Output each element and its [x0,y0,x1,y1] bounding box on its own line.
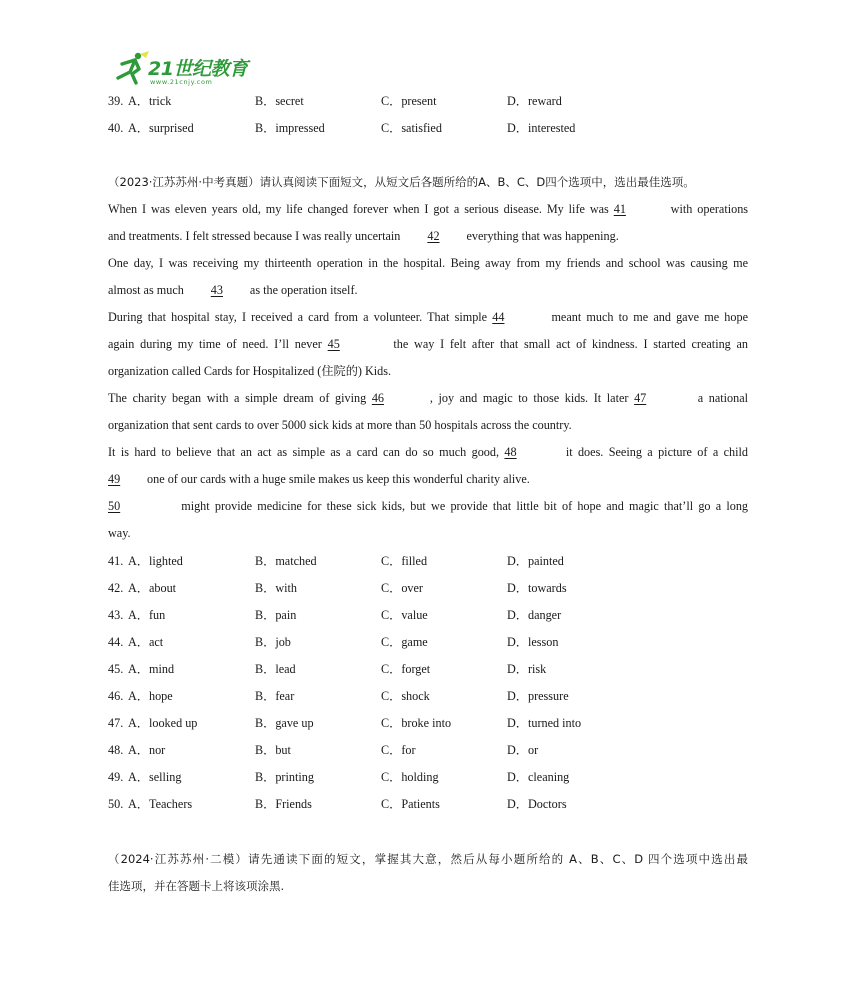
question-number: 43. [108,608,124,622]
option-d: D．pressure [507,689,569,703]
option-a: A．Teachers [128,797,193,811]
passage-line [108,304,748,331]
question-number: 39. [108,94,124,108]
passage-line: way. [108,526,131,540]
logo-text: 21世纪教育 [148,58,248,80]
blank-43: 43 [210,283,223,297]
passage-line [108,223,748,250]
option-a: A．surprised [128,121,194,135]
question-number: 41. [108,554,124,568]
option-b: B．gave up [255,716,314,730]
site-logo [108,50,248,90]
option-a: A．hope [128,689,173,703]
option-d: D．or [507,743,539,757]
option-c: C．Patients [381,797,440,811]
passage-line [108,196,748,223]
option-b: B．secret [255,94,304,108]
option-a: A．about [128,581,177,595]
option-d: D．Doctors [507,797,567,811]
passage-text: meant much to me and gave me hope [551,310,749,324]
option-b: B．impressed [255,121,325,135]
blank-49: 49 [108,472,121,486]
passage-line [108,385,748,412]
passage-text: one of our cards with a huge smile makes us keep this wonderful charity alive. [147,472,530,486]
passage-text: the way I felt after that small act of kindness. I started creating an [393,337,749,351]
question-number: 42. [108,581,124,595]
option-b: B．matched [255,554,317,568]
passage-text: When I was eleven years old, my life changed forever when I got a serious disease. My life was [108,202,609,216]
blank-47: 47 [634,391,647,405]
question-number: 50. [108,797,124,811]
option-b: B．printing [255,770,314,784]
question-number: 46. [108,689,124,703]
option-c: C．value [381,608,428,622]
blank-42: 42 [427,229,440,243]
question-number: 40. [108,121,124,135]
option-d: D．risk [507,662,547,676]
question-number: 44. [108,635,124,649]
passage-intro: （2023·江苏苏州·中考真题）请认真阅读下面短文，从短文后各题所给的A、B、C、D四个选项中，选出最佳选项。 [108,175,695,189]
option-b: B．lead [255,662,296,676]
passage2-intro: （2024·江苏苏州·二模）请先通读下面的短文，掌握其大意，然后从每小题所给的 A、B、C、D 四个选项中选出最 [108,852,748,866]
passage-line [108,439,748,466]
option-d: D．lesson [507,635,559,649]
blank-41: 41 [613,202,626,216]
passage-text: During that hospital stay, I received a card from a volunteer. That simple [108,310,488,324]
option-d: D．painted [507,554,564,568]
passage-text: , joy and magic to those kids. It later [429,391,629,405]
logo-url: www.21cnjy.com [150,78,213,86]
option-b: B．pain [255,608,297,622]
question-number: 45. [108,662,124,676]
passage2-intro: 佳选项，并在答题卡上将该项涂黑. [108,879,285,893]
option-b: B．job [255,635,291,649]
passage-text: with operations [670,202,749,216]
option-a: A．lighted [128,554,183,568]
option-d: D．interested [507,121,576,135]
blank-44: 44 [492,310,505,324]
option-b: B．with [255,581,297,595]
passage-line [108,466,748,493]
question-number: 47. [108,716,124,730]
option-b: B．Friends [255,797,312,811]
option-c: C．for [381,743,416,757]
blank-48: 48 [504,445,517,459]
question-number: 48. [108,743,124,757]
option-c: C．over [381,581,423,595]
option-d: D．reward [507,94,562,108]
passage-line [108,277,748,304]
option-a: A．selling [128,770,182,784]
option-c: C．holding [381,770,439,784]
option-c: C．filled [381,554,428,568]
passage-line [108,331,748,358]
option-d: D．cleaning [507,770,570,784]
option-c: C．satisfied [381,121,442,135]
passage-text: It is hard to believe that an act as simple as a card can do so much good, [108,445,500,459]
passage-line [108,493,748,520]
option-a: A．trick [128,94,172,108]
blank-45: 45 [327,337,340,351]
passage-text: it does. Seeing a picture of a child [565,445,749,459]
option-c: C．broke into [381,716,452,730]
option-c: C．present [381,94,437,108]
option-a: A．fun [128,608,166,622]
option-a: A．act [128,635,164,649]
option-d: D．danger [507,608,562,622]
passage-text: everything that was happening. [466,229,619,243]
option-d: D．towards [507,581,567,595]
option-a: A．nor [128,743,166,757]
blank-46: 46 [371,391,384,405]
option-b: B．fear [255,689,295,703]
runner-logo-icon [108,50,152,86]
passage-text: and treatments. I felt stressed because I was really uncertain [108,229,401,243]
blank-50: 50 [108,499,121,513]
option-a: A．looked up [128,716,198,730]
passage-text: almost as much [108,283,184,297]
question-number: 49. [108,770,124,784]
option-a: A．mind [128,662,175,676]
option-b: B．but [255,743,291,757]
passage-line: organization called Cards for Hospitalized (住院的) Kids. [108,364,392,378]
option-d: D．turned into [507,716,582,730]
passage-line: One day, I was receiving my thirteenth operation in the hospital. Being away from my friends and school was causing me [108,256,748,270]
passage-text: again during my time of need. I’ll never [108,337,322,351]
passage-line: organization that sent cards to over 5000 sick kids at more than 50 hospitals across the country. [108,418,572,432]
passage-text: a national [697,391,748,405]
option-c: C．forget [381,662,431,676]
passage-text: might provide medicine for these sick kids, but we provide that little bit of hope and magic that’ll go a long [181,499,749,513]
option-c: C．shock [381,689,430,703]
passage-text: The charity began with a simple dream of giving [108,391,367,405]
passage-text: as the operation itself. [249,283,358,297]
option-c: C．game [381,635,428,649]
